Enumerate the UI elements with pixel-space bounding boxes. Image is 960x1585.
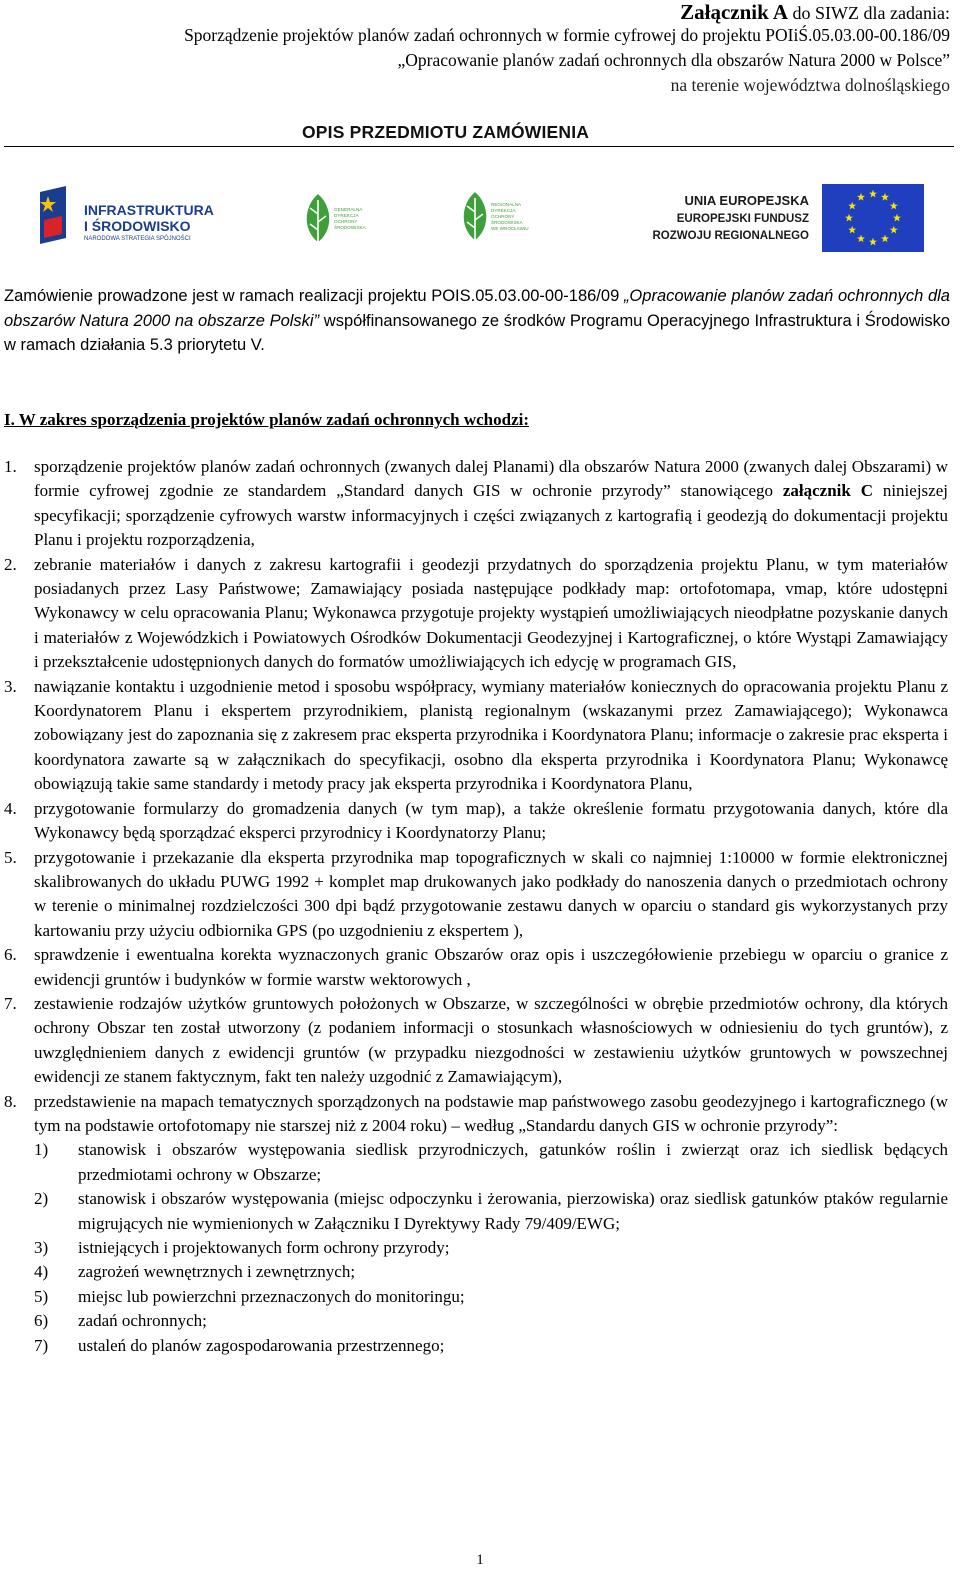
rdos-logo: [464, 192, 529, 240]
item-number: 4.: [4, 798, 17, 818]
item-text: przedstawienie na mapach tematycznych sporządzonych na podstawie map państwowego zasobu geodezyjnego i kartograficznego (w tym na podstawie ortofotomapy nie starszej niż z 2004 roku) – według „Standardu danych GIS w ochronie przyrody”:: [34, 1091, 948, 1135]
item-number: 7.: [4, 993, 17, 1013]
subitem-number: 5): [34, 1286, 49, 1306]
list-item: [4, 992, 948, 1090]
gdos-l2: DYREKCJA: [334, 213, 359, 218]
eu-logo: [652, 184, 924, 252]
page-number: 1: [476, 1552, 484, 1568]
item-number: 5.: [4, 847, 17, 867]
rdos-l1: REGIONALNA: [491, 202, 522, 207]
subitem-number: 7): [34, 1335, 49, 1355]
list-item: [4, 846, 948, 944]
item-text-bold: załącznik C: [782, 481, 873, 501]
list-item: [4, 1090, 948, 1139]
list-item: [4, 553, 948, 675]
intro-text-1: Zamówienie prowadzone jest w ramach realizacji projektu POIS.05.03.00-00-186/09: [4, 287, 624, 305]
sub-list-item: [4, 1260, 948, 1284]
sub-list-item: [4, 1285, 948, 1309]
item-text: przygotowanie i przekazanie dla eksperta przyrodnika map topograficznych w skali co najmniej 1:10000 w formie elektronicznej skalibrowanych do układu PUWG 1992 + komplet map drukowanych jako podkłady do nanoszenia danych o przedmiotach ochrony w terenie o minimalnej rozdzielczości 300 dpi bądź przygotowanie zestawu danych w oparciu o standard gis wykorzystanych przy kartowaniu przy użyciu odbiornika GPS (po uzgodnieniu z ekspertem ),: [34, 847, 948, 940]
item-number: 1.: [4, 457, 17, 476]
infra-subtitle: NARODOWA STRATEGIA SPÓJNOŚCI: [84, 236, 191, 242]
subitem-number: 6): [34, 1311, 49, 1331]
eu-line-1: UNIA EUROPEJSKA: [684, 193, 809, 208]
document-title: OPIS PRZEDMIOTU ZAMÓWIENIA: [302, 122, 590, 142]
list-item: [4, 943, 948, 992]
item-text-a: sporządzenie projektów planów zadań ochronnych (zwanych dalej Planami) dla obszarów Natura 2000 (zwanych dalej Obszarami) w formie cyfrowej zgodnie ze standardem „Standard danych GIS w ochronie przyrody” stanowiącego: [34, 457, 948, 501]
item-text: przygotowanie formularzy do gromadzenia danych (w tym map), a także określenie formatu przygotowania danych, które dla Wykonawcy będą sporządzać eksperci przyrodnicy i Koordynatorzy Planu;: [34, 798, 948, 843]
section-heading: I. W zakres sporządzenia projektów planów zadań ochronnych wchodzi:: [4, 410, 529, 429]
eu-line-2: EUROPEJSKI FUNDUSZ: [676, 213, 809, 225]
item-text: nawiązanie kontaktu i uzgodnienie metod i sposobu współpracy, wymiany materiałów koniecznych do opracowania projektu Planu z Koordynatorem Planu i ekspertem przyrodnikiem, planistą regionalnym (wskazanymi przez Zamawiającego); Wykonawca zobowiązany jest do zapoznania się z zakresem prac eksperta przyrodnika i Koordynatora Planu; informacje o zakresie prac eksperta i koordynatora zawarte są w załącznikach do specyfikacji, osobno dla eksperta przyrodnika i Koordynatora Planu; Wykonawcę obowiązują takie same standardy i metody pracy jak eksperta przyrodnika i Koordynatora Planu,: [34, 676, 948, 794]
eu-line-3: ROZWOJU REGIONALNEGO: [652, 230, 809, 242]
subitem-number: 2): [34, 1189, 49, 1209]
item-number: 8.: [4, 1091, 17, 1111]
item-text: zebranie materiałów i danych z zakresu kartografii i geodezji przydatnych do sporządzenia projektu Planu, w tym materiałów posiadanych przez Lasy Państwowe; Zamawiający posiada następujące podkłady map: ortofotomapa, vmap, które udostępni Wykonawcy w celu opracowania Planu; Wykonawca przygotuje projekty wystąpień umożliwiających nieodpłatne pozyskanie danych i materiałów z Wojewódzkich i Powiatowych Ośrodków Dokumentacji Geodezyjnej i Kartograficznej, o które Wystąpi Zamawiający i przekształcenie udostępnionych danych do formatów umożliwiających ich edycję w programach GIS,: [34, 554, 948, 672]
item-number: 3.: [4, 676, 17, 696]
list-item: [4, 797, 948, 846]
item-text: sprawdzenie i ewentualna korekta wyznaczonych granic Obszarów oraz opis i uszczegółowienie przebiegu w oparciu o granice z ewidencji gruntów i budynków w formie warstw wektorowych ,: [34, 945, 948, 989]
gdos-l4: ŚRODOWISKA: [334, 225, 366, 230]
gdos-l1: GENERALNA: [334, 207, 363, 212]
header-task-line: Sporządzenie projektów planów zadań ochronnych w formie cyfrowej do projektu POIiŚ.05.03.00-00.186/09: [184, 25, 950, 45]
sub-list-item: [4, 1309, 948, 1333]
gdos-logo: [307, 194, 367, 242]
infra-title-2: I ŚRODOWISKO: [84, 218, 191, 234]
item-text: zestawienie rodzajów użytków gruntowych położonych w Obszarze, w szczególności w obrębie przedmiotów ochrony, dla których ochrony Obszar ten został utworzony (z podaniem informacji o stosunkach własnościowych w odniesieniu do tych gruntów), z uwzględnieniem danych z ewidencji gruntów (w przypadku niezgodności w zestawieniu użytków gruntowych w powszechnej ewidencji ze stanem faktycznym, fakt ten należy uzgodnić z Zamawiającym),: [34, 993, 948, 1087]
attachment-label: Załącznik A: [680, 0, 789, 24]
funding-logos: [0, 176, 960, 256]
subitem-text: stanowisk i obszarów występowania siedlisk przyrodniczych, gatunków roślin i zwierząt oraz ich siedlisk będących przedmiotami ochrony w Obszarze;: [78, 1140, 948, 1184]
rdos-l4: ŚRODOWISKA: [491, 220, 523, 225]
subitem-number: 4): [34, 1262, 49, 1282]
item-text-c: niniejszej specyfikacji; sporządzenie cyfrowych warstw informacyjnych i części związanych z kartografią i geodezją do dokumentacji projektu Planu i projektu rozporządzenia,: [34, 481, 948, 550]
gdos-l3: OCHRONY: [334, 219, 358, 224]
subitem-text: miejsc lub powierzchni przeznaczonych do monitoringu;: [78, 1286, 465, 1306]
subitem-text: ustaleń do planów zagospodarowania przestrzennego;: [78, 1335, 445, 1355]
subitem-text: stanowisk i obszarów występowania (miejsc odpoczynku i żerowania, pierzowiska) oraz siedlisk gatunków ptaków regularnie migrujących nie wymienionych w Załączniku I Dyrektywy Rady 79/409/EWG;: [78, 1189, 948, 1233]
sub-list-item: [4, 1334, 948, 1358]
subitem-number: 1): [34, 1140, 49, 1160]
header-region: na terenie województwa dolnośląskiego: [670, 75, 950, 95]
subitem-text: istniejących i projektowanych form ochrony przyrody;: [78, 1238, 450, 1257]
infra-title-1: INFRASTRUKTURA: [84, 202, 214, 218]
rdos-l5: WE WROCŁAWIU: [491, 226, 529, 231]
sub-list-item: [4, 1236, 948, 1260]
list-item: [4, 455, 948, 553]
item-number: 6.: [4, 945, 17, 965]
list-item: [4, 675, 948, 797]
intro-project-title: „Opracowanie planów zadań ochronnych dla obszarów Natura 2000 na obszarze Polski”: [4, 287, 950, 330]
title-divider: [4, 146, 954, 147]
rdos-l2: DYREKCJA: [491, 208, 516, 213]
subitem-text: zagrożeń wewnętrznych i zewnętrznych;: [78, 1262, 356, 1282]
sub-list-item: [4, 1187, 948, 1236]
attachment-rest: do SIWZ dla zadania:: [788, 3, 950, 23]
header-project-title: „Opracowanie planów zadań ochronnych dla obszarów Natura 2000 w Polsce”: [397, 50, 950, 70]
rdos-l3: OCHRONY: [491, 214, 515, 219]
sub-list-item: [4, 1138, 948, 1187]
scope-list: [4, 455, 948, 1358]
intro-text-2: współfinansowanego ze środków Programu Operacyjnego Infrastruktura i Środowisko w ramach działania 5.3 priorytetu V.: [4, 311, 950, 354]
subitem-number: 3): [34, 1238, 49, 1257]
subitem-text: zadań ochronnych;: [78, 1311, 207, 1331]
infrastruktura-logo: [40, 186, 214, 244]
item-number: 2.: [4, 554, 17, 574]
intro-paragraph: [4, 284, 950, 358]
